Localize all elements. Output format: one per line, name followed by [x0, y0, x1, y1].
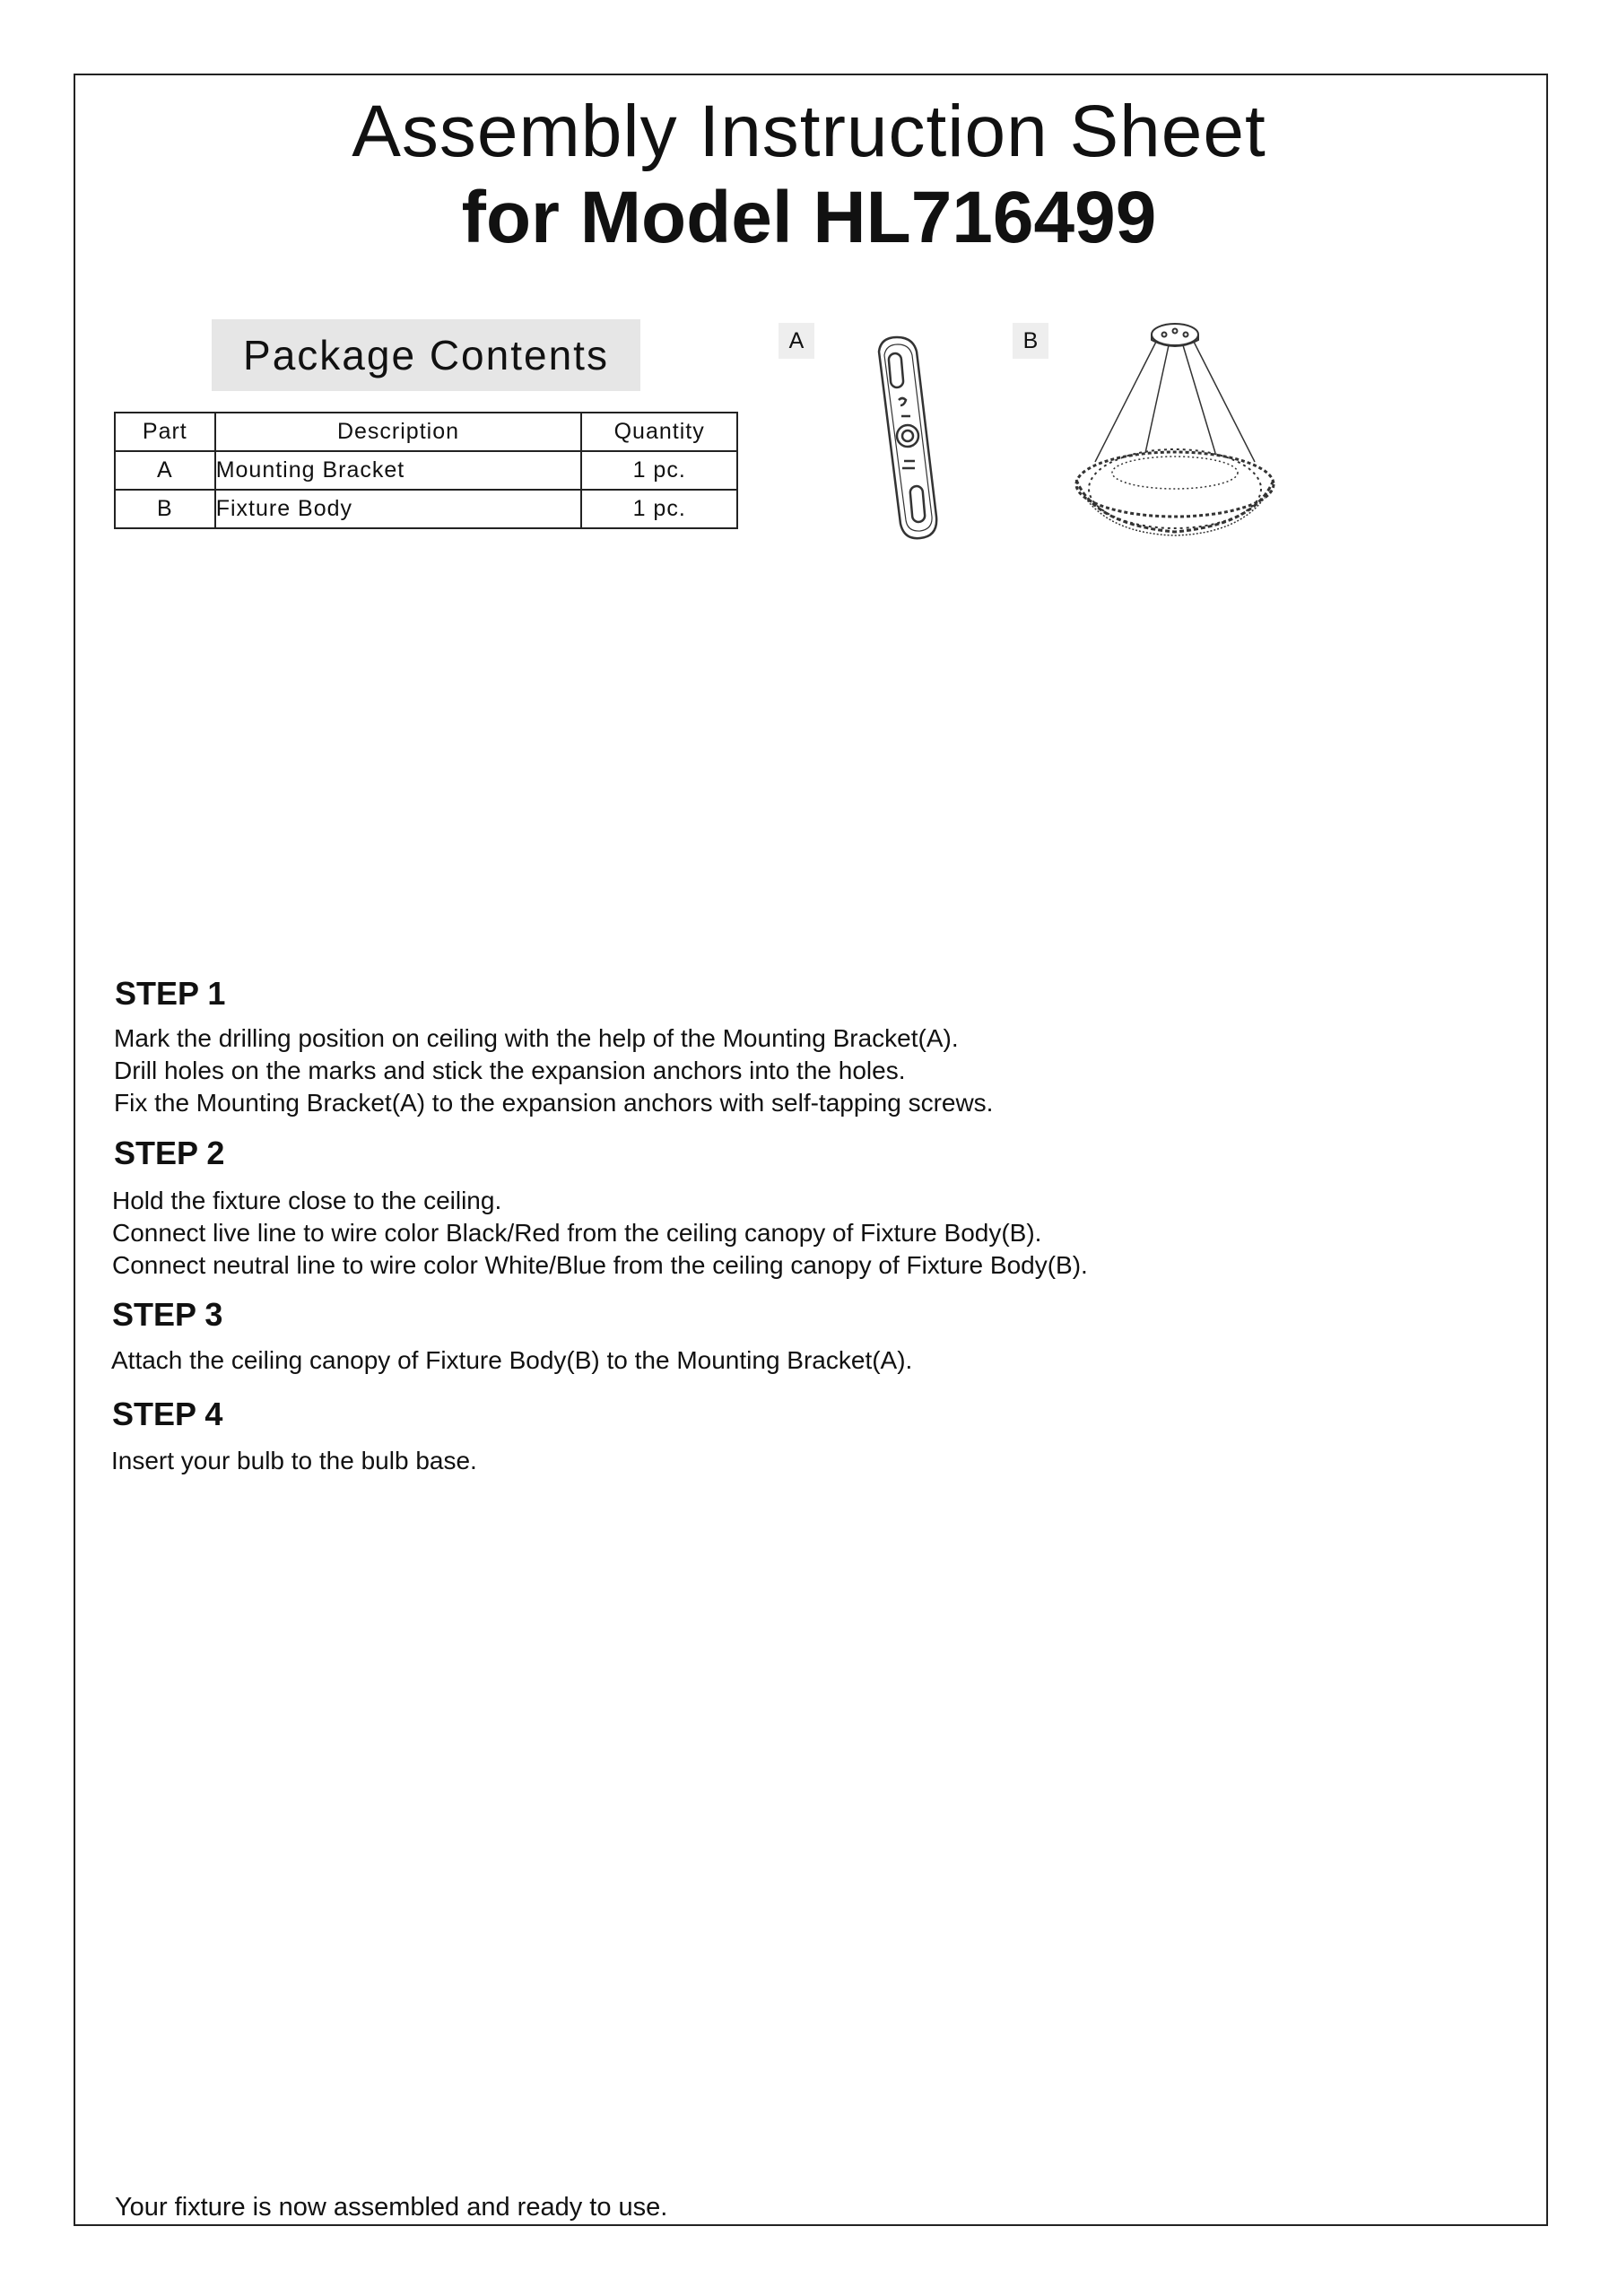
- page-border: [74, 74, 1548, 2226]
- cell-part: A: [115, 451, 215, 490]
- page-title: Assembly Instruction Sheet: [352, 91, 1266, 172]
- package-contents-heading: Package Contents: [212, 319, 640, 391]
- cell-description: Fixture Body: [215, 490, 582, 528]
- model-title: for Model HL716499: [461, 177, 1157, 258]
- table-row: [115, 451, 737, 490]
- col-header-quantity: Quantity: [581, 413, 737, 451]
- cell-description: Mounting Bracket: [215, 451, 582, 490]
- table-row: [115, 490, 737, 528]
- cell-quantity: 1 pc.: [581, 451, 737, 490]
- step-2-heading: STEP 2: [114, 1135, 225, 1171]
- step-1-line-3: Fix the Mounting Bracket(A) to the expansion anchors with self-tapping screws.: [114, 1089, 994, 1117]
- completion-note: Your fixture is now assembled and ready to use.: [115, 2193, 668, 2222]
- step-3-heading: STEP 3: [112, 1296, 223, 1333]
- step-2-line-3: Connect neutral line to wire color White/Blue from the ceiling canopy of Fixture Body(B).: [112, 1251, 1088, 1279]
- col-header-part: Part: [115, 413, 215, 451]
- fixture-body-illustration: [1063, 318, 1296, 561]
- step-1-line-2: Drill holes on the marks and stick the expansion anchors into the holes.: [114, 1057, 906, 1084]
- step-3-line-1: Attach the ceiling canopy of Fixture Body(B) to the Mounting Bracket(A).: [111, 1346, 913, 1374]
- parts-table: [114, 412, 738, 529]
- col-header-description: Description: [215, 413, 582, 451]
- mounting-bracket-illustration: [861, 332, 969, 547]
- step-4-heading: STEP 4: [112, 1396, 223, 1432]
- parts-table-header: [115, 413, 737, 451]
- illustration-a-label: A: [779, 323, 814, 359]
- cell-part: B: [115, 490, 215, 528]
- step-2-line-2: Connect live line to wire color Black/Red from the ceiling canopy of Fixture Body(B).: [112, 1219, 1042, 1247]
- step-1-heading: STEP 1: [115, 975, 226, 1012]
- cell-quantity: 1 pc.: [581, 490, 737, 528]
- illustration-b-label: B: [1013, 323, 1048, 359]
- step-2-line-1: Hold the fixture close to the ceiling.: [112, 1187, 502, 1214]
- step-4-line-1: Insert your bulb to the bulb base.: [111, 1447, 477, 1474]
- step-1-line-1: Mark the drilling position on ceiling with the help of the Mounting Bracket(A).: [114, 1024, 959, 1052]
